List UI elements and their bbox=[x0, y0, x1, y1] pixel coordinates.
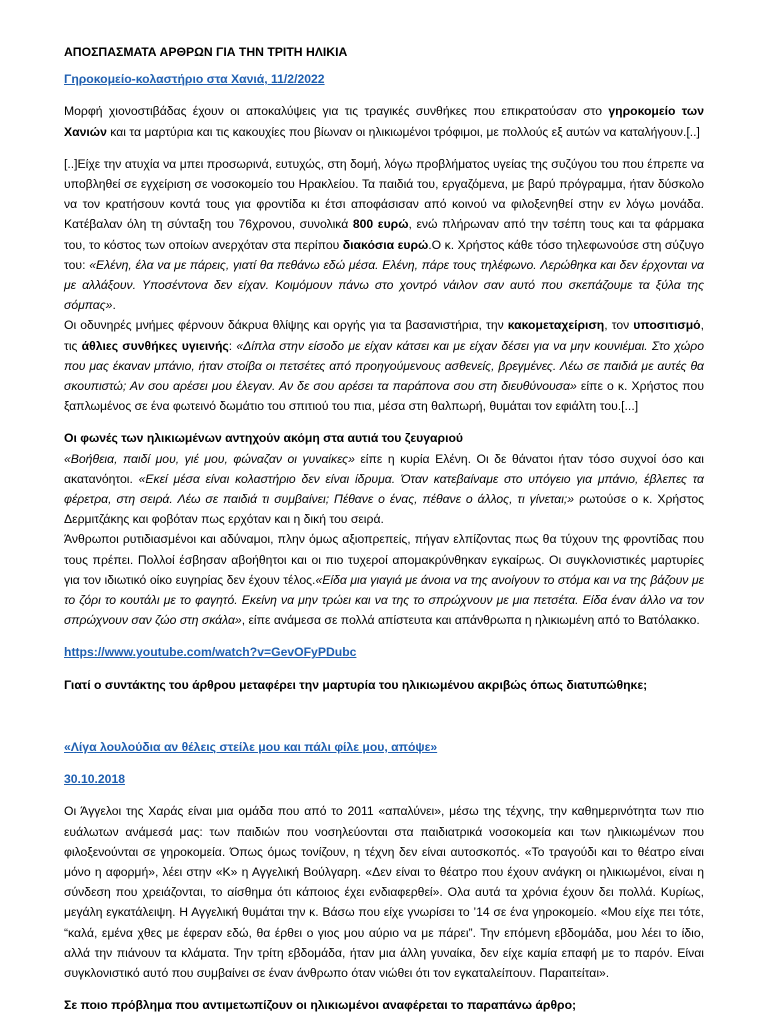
text-run: , είπε ανάμεσα σε πολλά απίστευτα και απάνθρωπα η ηλικιωμένη από το Βατόλακκο. bbox=[241, 613, 700, 628]
text-run: «Εκεί μέσα είναι κολαστήριο δεν είναι ίδρυμα. Όταν κατεβαίναμε στο υπόγειο για μπάνιο, έβλεπες τα φέρετρα, στη σειρά. Λέω σε παιδιά τι συμβαίνει; Πέθανε ο ένας, πέθανε ο άλλος, τι γίνεται;» bbox=[64, 471, 705, 507]
article1-question: Γιατί ο συντάκτης του άρθρου μεταφέρει την μαρτυρία του ηλικιωμένου ακριβώς όπως διατυπώθηκε; bbox=[64, 677, 648, 692]
text-run: ρωτούσε ο κ. Χρήστος Δερμιτζάκης και φοβόταν πως ερχόταν και η δική του σειρά. bbox=[64, 492, 704, 527]
youtube-link-text[interactable]: https://www.youtube.com/watch?v=GevOFyPDubc bbox=[64, 645, 357, 660]
text-run: , τις bbox=[64, 318, 704, 353]
text-run: Μορφή χιονοστιβάδας έχουν οι αποκαλύψεις για τις τραγικές συνθήκες που επικρατούσαν στο bbox=[64, 104, 609, 119]
youtube-link[interactable] bbox=[64, 642, 704, 662]
text-run: είπε η κυρία Ελένη. Οι δε θάνατοι ήταν τόσο συχνοί όσο και ακατανόητοι. bbox=[64, 451, 704, 486]
article1-paragraph-3 bbox=[64, 315, 704, 416]
text-run: γηροκομείο των Χανιών bbox=[64, 104, 704, 139]
article2-question: Σε ποιο πρόβλημα που αντιμετωπίζουν οι ηλικιωμένοι αναφέρεται το παραπάνω άρθρο; bbox=[64, 998, 577, 1013]
article2-title-link[interactable] bbox=[64, 737, 704, 757]
text-run: : bbox=[228, 338, 237, 353]
article1-paragraph-2 bbox=[64, 154, 704, 316]
article2-body: Οι Άγγελοι της Χαράς είναι μια ομάδα που από το 2011 «απαλύνει», μέσω της τέχνης, την καθημερινότητα των πιο ευάλωτων ανάμεσά μας: των παιδιών που νοσηλεύονται στα παιδιατρικά νοσοκομεία και των ηλικιωμένων που φιλοξενούνται σε γηροκομεία. Όπως όμως τονίζουν, η τέχνη δεν είναι αυτοσκοπός. «Το τραγούδι και το θέατρο είναι μόνο η αφορμή», λέει στην «Κ» η Αγγελική Βούλγαρη. «Δεν είναι το θέατρο που έχουν ανάγκη οι ηλικιωμένοι, είναι η σύνδεση που χρειάζονται, το αίσθημα ότι κάποιος έχει ενδιαφερθεί». Ολα αυτά τα χρόνια έχουν δει πολλά. Κυρίως, μεγάλη εγκατάλειψη. Η Αγγελική θυμάται την κ. Βάσω που είχε γνωρίσει το ’14 σε ένα γηροκομείο. «Μου είχε πει τότε, “καλά, εμένα χθες με έφεραν εδώ, θα έρθει ο γιος μου αύριο να με πάρει”. Την επόμενη εβδομάδα, μου λέει το ίδιο, αλλά την πιάνουν τα κλάματα. Την τρίτη εβδομάδα, ήταν μια άλλη γυναίκα, δεν είχε καμία επαφή με το παρόν. Είναι συγκλονιστικό αυτό που συμβαίνει σε έναν άνθρωπο όταν νιώθει ότι τον εγκαταλείπουν. Παραιτείται». bbox=[64, 804, 704, 980]
article1-paragraph-4 bbox=[64, 449, 704, 530]
article1-intro bbox=[64, 101, 704, 141]
text-run: . bbox=[112, 298, 116, 313]
article1-subheading: Οι φωνές των ηλικιωμένων αντηχούν ακόμη στα αυτιά του ζευγαριού bbox=[64, 431, 464, 446]
text-run: , ενώ πλήρωναν από την τσέπη τους και τα φάρμακα του, το κόστος των οποίων ανερχόταν στα περίπου bbox=[64, 217, 704, 252]
text-run: άθλιες συνθήκες υγιεινής bbox=[81, 338, 229, 353]
text-run: και τα μαρτύρια και τις κακουχίες που βίωναν οι ηλικιωμένοι τρόφιμοι, με πολλούς εξ αυτών να καταλήγουν.[..] bbox=[106, 124, 700, 139]
article2-title-text[interactable]: «Λίγα λουλούδια αν θέλεις στείλε μου και πάλι φίλε μου, απόψε» bbox=[64, 739, 438, 754]
text-run: Άνθρωποι ρυτιδιασμένοι και αδύναμοι, πλην όμως αξιοπρεπείς, πήγαν ελπίζοντας πως θα τύχουν της φροντίδας που τους πρέπει. Πολλοί έσβησαν αβοήθητοι και οι πιο τυχεροί απομακρύνθηκαν εγκαίρως. Οι συγκλονιστικές μαρτυρίες για τον ιδιωτικό οίκο ευγηρίας δεν έχουν τέλος. bbox=[64, 532, 704, 587]
text-run: «Είδα μια γιαγιά με άνοια να της ανοίγουν το στόμα και να της βάζουν με το ζόρι το κουτάλι με το φαγητό. Εκείνη να μην τρώει και να της το σπρώχνουν με μια πετσέτα. Είδα έναν άλλο να τον σπρώχνουν σαν ζώο στη σκάλα» bbox=[64, 572, 705, 628]
text-run: 800 ευρώ bbox=[352, 217, 409, 232]
text-run: «Βοήθεια, παιδί μου, γιέ μου, φώναζαν οι γυναίκες» bbox=[64, 451, 355, 466]
text-run: «Δίπλα στην είσοδο με είχαν κάτσει και με είχαν δέσει για να μην κουνιέμαι. Στο χώρο που μας έκαναν μπάνιο, ήταν στοίβα οι πετσέτες από προηγούμενους ασθενείς, βρεγμένες. Λέω σε παιδιά με αυτές θα σκουπιστώ; Αν σου αρέσει μου έλεγαν. Αν δε σου αρέσει τα παράπονα σου στη διευθύνουσα» bbox=[64, 338, 704, 394]
text-run: διακόσια ευρώ bbox=[342, 237, 429, 252]
article1-title-text[interactable]: Γηροκομείο-κολαστήριο στα Χανιά, 11/2/2022 bbox=[64, 72, 325, 87]
article1-title-link[interactable] bbox=[64, 69, 704, 89]
text-run: «Ελένη, έλα να με πάρεις, γιατί θα πεθάνω εδώ μέσα. Ελένη, πάρε τους τηλέφωνο. Λερώθηκα και δεν έρχονται να με αλλάξουν. Υποσέντονα δεν είχαν. Κοιμόμουν πάνω στο χοντρό νάιλον σαν αυτό που σκεπάζουμε τα ξύλα της σόμπας» bbox=[64, 257, 704, 313]
text-run: Οι οδυνηρές μνήμες φέρνουν δάκρυα θλίψης και οργής για τα βασανιστήρια, την bbox=[64, 318, 508, 333]
article1-paragraph-5 bbox=[64, 529, 704, 630]
text-run: υποσιτισμό bbox=[633, 318, 701, 333]
document-title: ΑΠΟΣΠΑΣΜΑΤΑ ΑΡΘΡΩΝ ΓΙΑ ΤΗΝ ΤΡΙΤΗ ΗΛΙΚΙΑ bbox=[64, 45, 348, 59]
text-run: είπε ο κ. Χρήστος που ξαπλωμένος σε ένα φωτεινό δωμάτιο του σπιτιού του πια, μέσα στη θαλπωρή, θυμάται τον εφιάλτη του.[...] bbox=[64, 379, 704, 414]
article2-date[interactable] bbox=[64, 769, 704, 789]
text-run: , τον bbox=[604, 318, 634, 333]
text-run: .Ο κ. Χρήστος κάθε τόσο τηλεφωνούσε στη σύζυγο του: bbox=[64, 237, 704, 272]
text-run: κακομεταχείριση bbox=[507, 318, 605, 333]
article2-date-text[interactable]: 30.10.2018 bbox=[64, 772, 125, 787]
text-run: [..]Είχε την ατυχία να μπει προσωρινά, ευτυχώς, στη δομή, λόγω προβλήματος υγείας της συζύγου του που έπρεπε να υποβληθεί σε εγχείριση σε νοσοκομείο του Ηρακλείου. Τα παιδιά του, εργαζόμενα, με βαρύ πρόγραμμα, ήταν δύσκολο να τον κρατήσουν κοντά τους για φροντίδα κι έτσι αποφάσισαν από κοινού να φιλοξενηθεί στην εν λόγω μονάδα. Κατέβαλαν όλη τη σύνταξη του 76χρονου, συνολικά bbox=[64, 156, 704, 232]
